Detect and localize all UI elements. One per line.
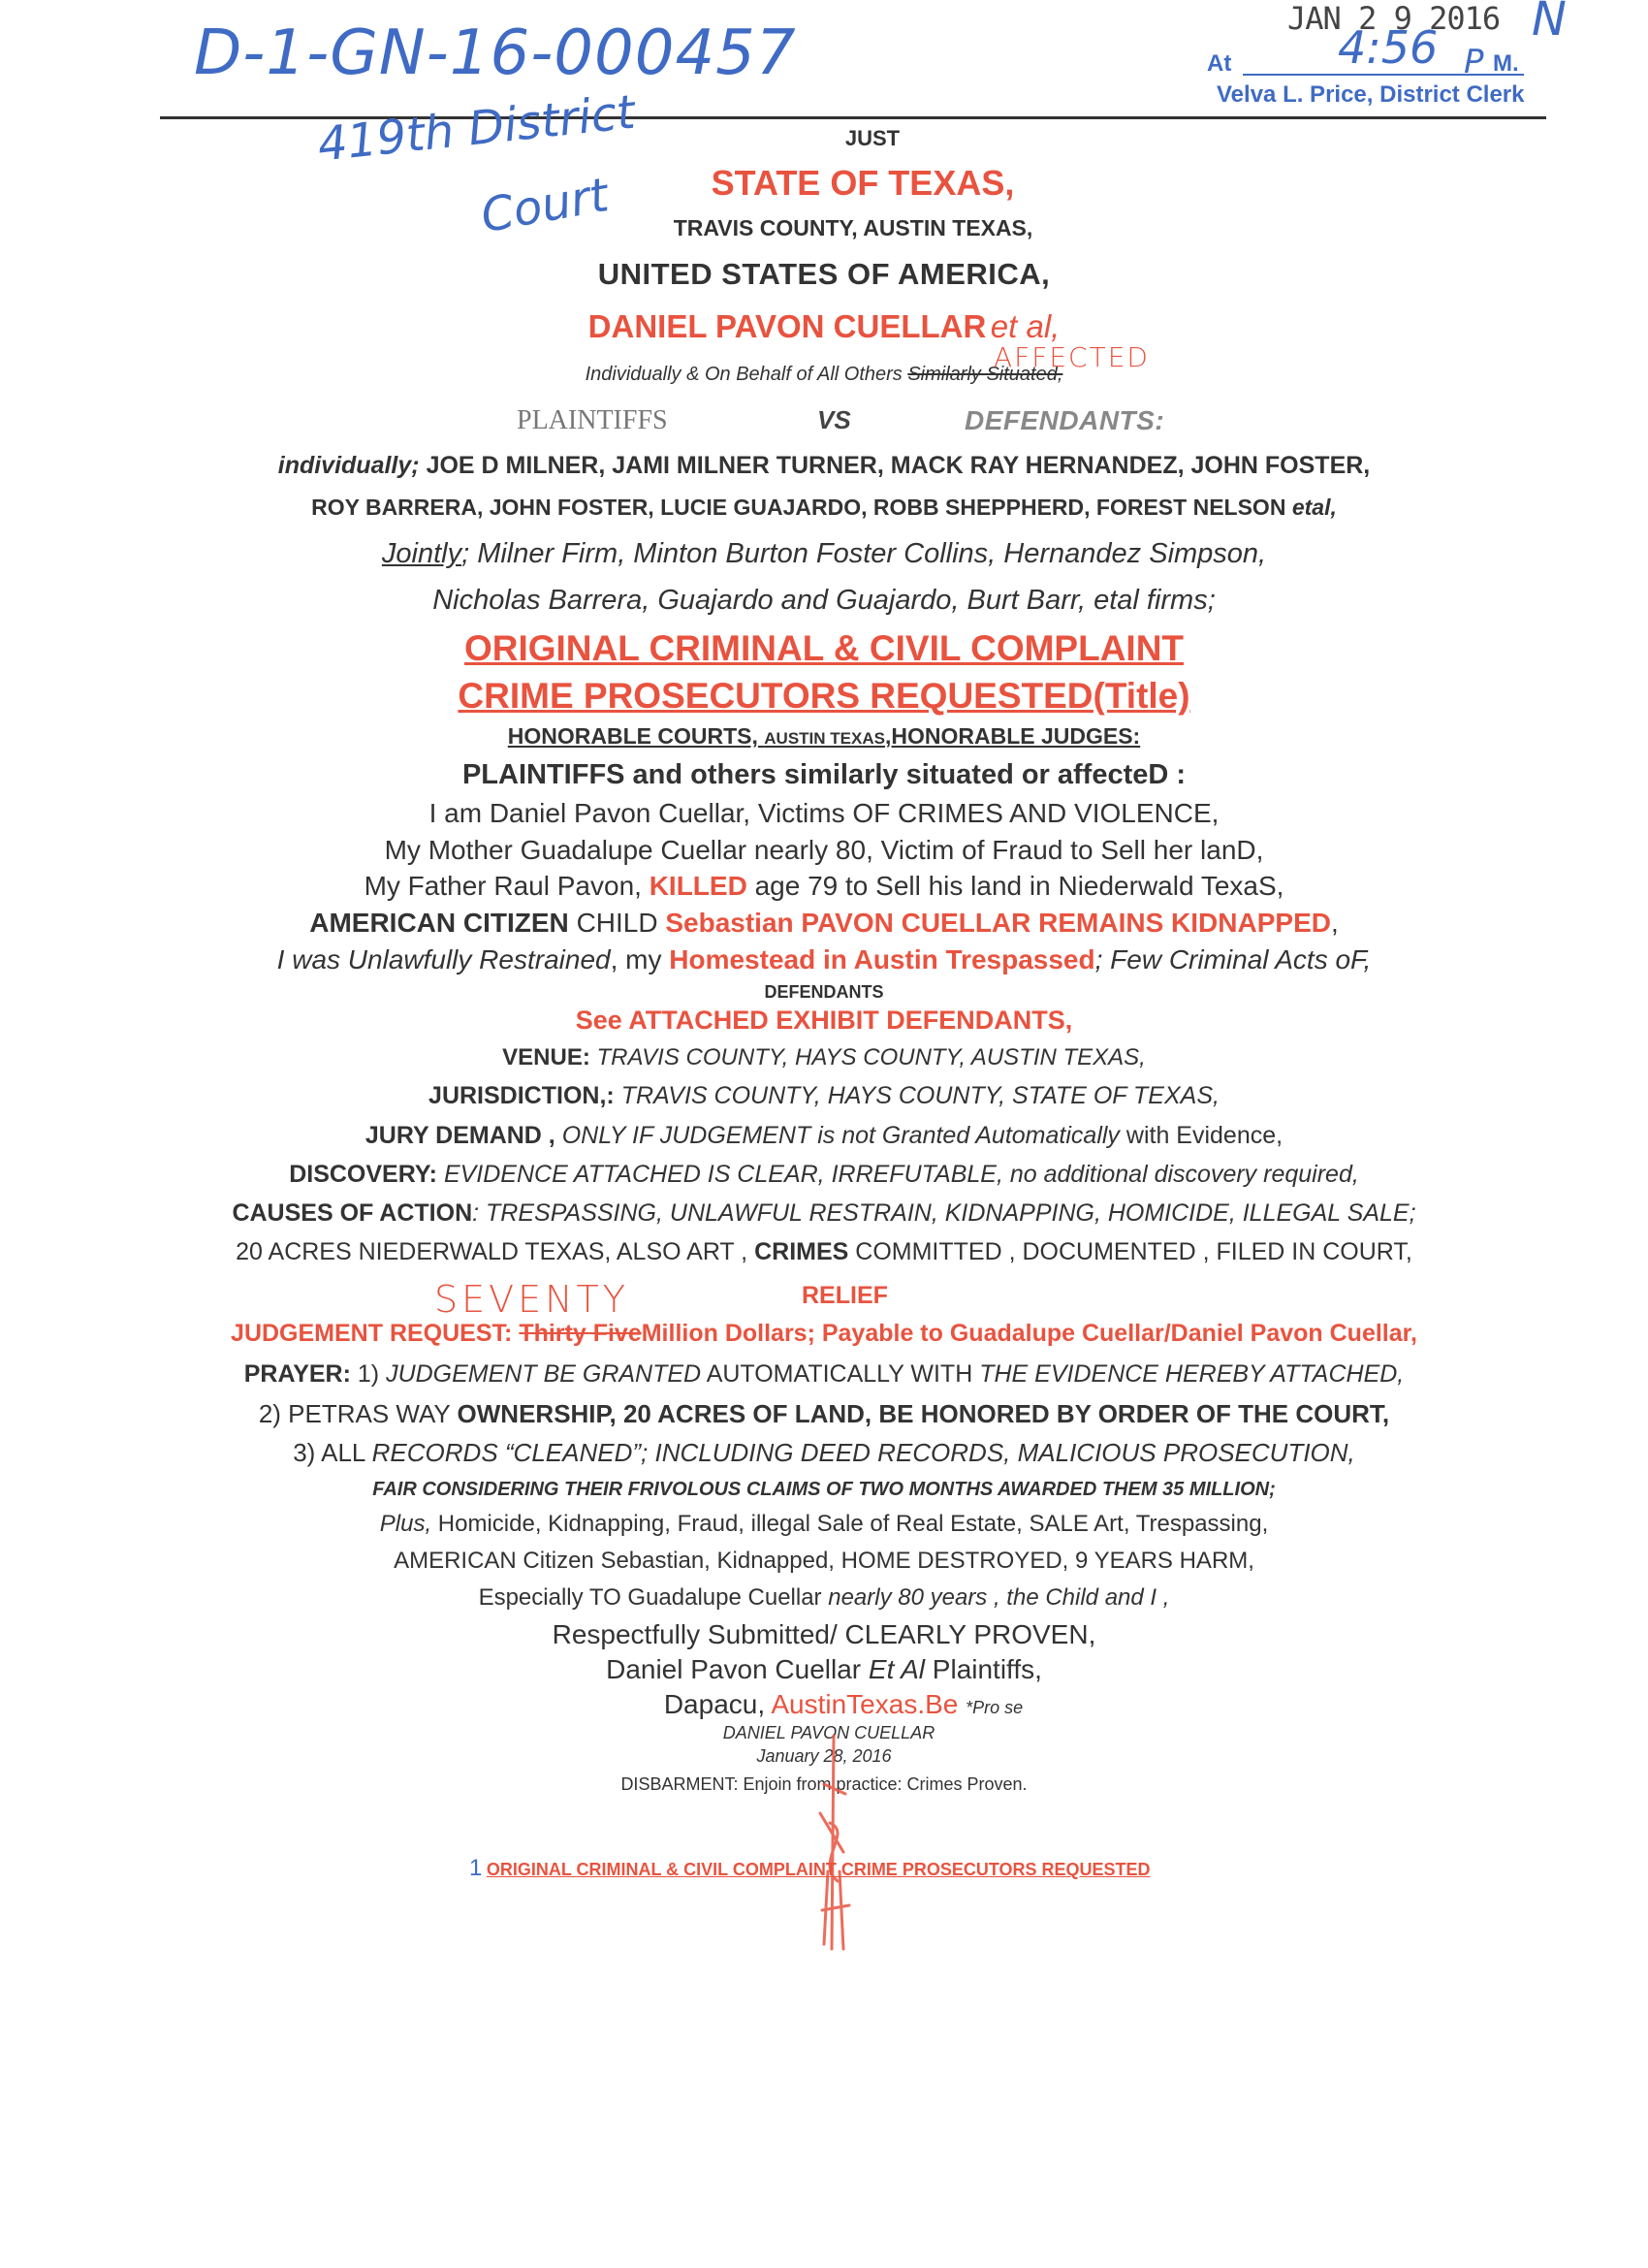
caption-plaintiff-line [0, 308, 1648, 345]
dpc-etal: Et Al [868, 1654, 926, 1684]
names-line2: ROY BARRERA, JOHN FOSTER, LUCIE GUAJARDO, ROBB SHEPPHERD, FOREST NELSON [311, 495, 1286, 520]
website-link[interactable]: AustinTexas.Be [771, 1689, 959, 1719]
venue-key: VENUE: [502, 1044, 590, 1070]
caption-county: TRAVIS COUNTY, AUSTIN TEXAS, [673, 215, 1033, 240]
caption-usa: UNITED STATES OF AMERICA, [597, 257, 1051, 291]
body-line-father [0, 871, 1648, 902]
firms-line1 [0, 538, 1648, 570]
jury-end: with Evidence, [1125, 1122, 1284, 1149]
homestead-text: Homestead in Austin Trespassed [669, 944, 1095, 974]
defendants-names-line2 [0, 495, 1648, 521]
handwritten-signature [795, 1726, 872, 1959]
prayer-granted: JUDGEMENT BE GRANTED [386, 1360, 702, 1388]
child-comma: , [1330, 908, 1339, 938]
discovery-line [0, 1161, 1648, 1189]
vs-label: VS [817, 405, 851, 434]
stamp-at-label: At [1207, 50, 1232, 77]
stamp-meridiem: M. [1493, 50, 1519, 77]
similarly-situated: Similarly Situated, [907, 364, 1063, 385]
see-attached-exhibit: See ATTACHED EXHIBIT DEFENDANTS, [575, 1006, 1073, 1035]
body-line-mother: My Mother Guadalupe Cuellar nearly 80, Victim of Fraud to Sell her lanD, [384, 835, 1264, 865]
body-line-victims: I am Daniel Pavon Cuellar, Victims OF CRIMES AND VIOLENCE, [428, 798, 1220, 828]
dapacu-line [0, 1689, 1648, 1720]
jurisdiction-line [0, 1082, 1648, 1110]
defendants-label: DEFENDANTS: [965, 405, 1165, 435]
handwritten-case-number: D-1-GN-16-000457 [194, 17, 797, 89]
stamp-clerk-name: Velva L. Price, District Clerk [1217, 81, 1525, 108]
american-citizen: AMERICAN CITIZEN [309, 908, 569, 938]
plaintiff-name: DANIEL PAVON CUELLAR [587, 308, 987, 344]
prayer-line [0, 1360, 1648, 1389]
stamp-initial: N [1532, 0, 1567, 47]
honorable-line [0, 723, 1648, 750]
caption-behalf-line [0, 364, 1648, 386]
prayer-auto: AUTOMATICALLY WITH [706, 1360, 973, 1388]
caption-state: STATE OF TEXAS, [711, 163, 1015, 203]
restrained-my: , my [610, 944, 662, 974]
fair-end: ; [1269, 1479, 1276, 1500]
venue-value: TRAVIS COUNTY, HAYS COUNTY, AUSTIN TEXAS, [596, 1044, 1146, 1070]
jurisdiction-value: TRAVIS COUNTY, HAYS COUNTY, STATE OF TEXAS, [620, 1082, 1220, 1109]
defendants-names-line1 [0, 452, 1648, 480]
footer-line [469, 1855, 1151, 1882]
complaint-title-line2: CRIME PROSECUTORS REQUESTED(Title) [458, 676, 1190, 716]
acres-text: 20 ACRES NIEDERWALD TEXAS, ALSO ART , [236, 1238, 748, 1265]
behalf-text: Individually & On Behalf of All Others [585, 364, 903, 385]
jury-key: JURY DEMAND , [364, 1122, 555, 1149]
respectfully-submitted: Respectfully Submitted/ CLEARLY PROVEN, [552, 1619, 1096, 1649]
prayer-line3 [0, 1438, 1648, 1468]
jointly-label: Jointly [381, 538, 462, 569]
footer-page-number: 1 [469, 1855, 483, 1881]
committed-text: COMMITTED , DOCUMENTED , FILED IN COURT, [855, 1238, 1412, 1265]
honorable-judges: ,HONORABLE JUDGES: [884, 723, 1141, 749]
defendants-small-label: DEFENDANTS [764, 982, 884, 1002]
caption-parties-row [0, 405, 1648, 438]
discovery-value: EVIDENCE ATTACHED IS CLEAR, IRREFUTABLE, no additional discovery required, [443, 1161, 1359, 1188]
restrained-text: I was Unlawfully Restrained [276, 944, 611, 974]
firms-line2: Nicholas Barrera, Guajardo and Guajardo, Burt Barr, etal firms; [432, 585, 1216, 616]
discovery-key: DISCOVERY: [289, 1161, 437, 1188]
jury-demand-line [0, 1122, 1648, 1150]
names-line1: JOE D MILNER, JAMI MILNER TURNER, MACK RAY HERNANDEZ, JOHN FOSTER, [426, 452, 1371, 479]
crimes-text: CRIMES [754, 1238, 849, 1265]
body-line-child [0, 908, 1648, 939]
stamp-handwritten-time: 4:56 [1338, 21, 1439, 74]
prayer-key: PRAYER: [243, 1360, 351, 1388]
plaintiffs-label: PLAINTIFFS [517, 405, 668, 435]
judgement-request-line [0, 1320, 1648, 1348]
criminal-acts-text: ; Few Criminal Acts oF, [1094, 944, 1372, 974]
causes-line [0, 1199, 1648, 1228]
plus-text: Homicide, Kidnapping, Fraud, illegal Sale of Real Estate, SALE Art, Trespassing, [437, 1511, 1269, 1537]
handwritten-court-line1: 419th District [315, 84, 638, 173]
body-line-restrained [0, 944, 1648, 975]
individually-label: individually; [277, 452, 420, 479]
signer-name: DANIEL PAVON CUELLAR [722, 1723, 935, 1742]
venue-line [0, 1044, 1648, 1071]
footer-title: ORIGINAL CRIMINAL & CIVIL COMPLAINT CRIME PROSECUTORS REQUESTED [486, 1860, 1151, 1879]
judgement-key: JUDGEMENT REQUEST: [231, 1320, 513, 1347]
relief-label: RELIEF [802, 1282, 888, 1309]
judgement-struck-amount: Thirty Five [519, 1320, 642, 1347]
prayer-evidence: THE EVIDENCE HEREBY ATTACHED, [979, 1360, 1405, 1388]
fair-text: FAIR CONSIDERING THEIR FRIVOLOUS CLAIMS OF TWO MONTHS AWARDED THEM 35 MILLION [372, 1479, 1270, 1500]
jury-value: ONLY IF JUDGEMENT is not Granted Automatically [561, 1122, 1120, 1149]
causes-key: CAUSES OF ACTION [232, 1199, 473, 1227]
especially-text: Especially TO Guadalupe Cuellar [478, 1584, 822, 1611]
especially-italic: nearly 80 years , the Child and I , [828, 1584, 1170, 1611]
signature-date: January 28, 2016 [756, 1746, 892, 1766]
prayer-num1: 1) [357, 1360, 380, 1388]
ownership-text: OWNERSHIP, 20 ACRES OF LAND, BE HONORED BY ORDER OF THE COURT, [457, 1399, 1390, 1428]
father-text-end: age 79 to Sell his land in Niederwald TexaS, [754, 871, 1284, 901]
honorable-courts: HONORABLE COURTS, [507, 723, 758, 749]
american-citizen-line: AMERICAN Citizen Sebastian, Kidnapped, HOME DESTROYED, 9 YEARS HARM, [394, 1548, 1254, 1574]
child-label: CHILD [576, 908, 658, 938]
fair-considering-line [0, 1479, 1648, 1501]
jurisdiction-key: JURISDICTION,: [428, 1082, 615, 1109]
dpc-name: Daniel Pavon Cuellar [606, 1654, 862, 1684]
especially-line [0, 1584, 1648, 1612]
dapacu-label: Dapacu, [663, 1689, 766, 1719]
acres-line [0, 1238, 1648, 1266]
records-cleaned: RECORDS “CLEANED”; INCLUDING DEED RECORDS, MALICIOUS PROSECUTION, [371, 1438, 1355, 1467]
all-label: 3) ALL [293, 1438, 365, 1467]
filed-stamp-date: JAN 2 9 2016 [1287, 0, 1501, 37]
disbarment-line: DISBARMENT: Enjoin from practice: Crimes Proven. [620, 1774, 1028, 1794]
honorable-austin: AUSTIN TEXAS [764, 729, 885, 748]
caption-just: JUST [844, 126, 901, 150]
judgement-value: Million Dollars; Payable to Guadalupe Cuellar/Daniel Pavon Cuellar, [641, 1320, 1417, 1347]
handwritten-court-line2: Court [477, 168, 613, 244]
firms-text1: ; Milner Firm, Minton Burton Foster Collins, Hernandez Simpson, [461, 538, 1267, 569]
plus-line [0, 1511, 1648, 1538]
handwritten-seventy: SEVENTY [434, 1278, 629, 1321]
names-etal: etal, [1291, 495, 1337, 520]
complaint-title-line1: ORIGINAL CRIMINAL & CIVIL COMPLAINT [463, 628, 1185, 668]
petras-way: 2) PETRAS WAY [258, 1399, 451, 1428]
plaintiffs-similarly-line: PLAINTIFFS and others similarly situated or affecteD : [461, 759, 1187, 790]
child-kidnapped: Sebastian PAVON CUELLAR REMAINS KIDNAPPED [665, 908, 1331, 938]
et-al: et al, [990, 308, 1061, 344]
prayer-line2 [0, 1399, 1648, 1429]
handwritten-affected: AFFECTED [994, 341, 1150, 373]
pro-se-label: *Pro se [966, 1698, 1024, 1717]
plus-label: Plus, [379, 1511, 432, 1537]
killed-text: KILLED [649, 871, 747, 901]
dpc-plaintiffs: Plaintiffs, [932, 1654, 1042, 1684]
stamp-handwritten-pm: P [1464, 43, 1484, 81]
causes-value: : TRESPASSING, UNLAWFUL RESTRAIN, KIDNAPPING, HOMICIDE, ILLEGAL SALE; [472, 1199, 1416, 1227]
father-text: My Father Raul Pavon, [364, 871, 642, 901]
plaintiffs-signature-line [0, 1654, 1648, 1685]
